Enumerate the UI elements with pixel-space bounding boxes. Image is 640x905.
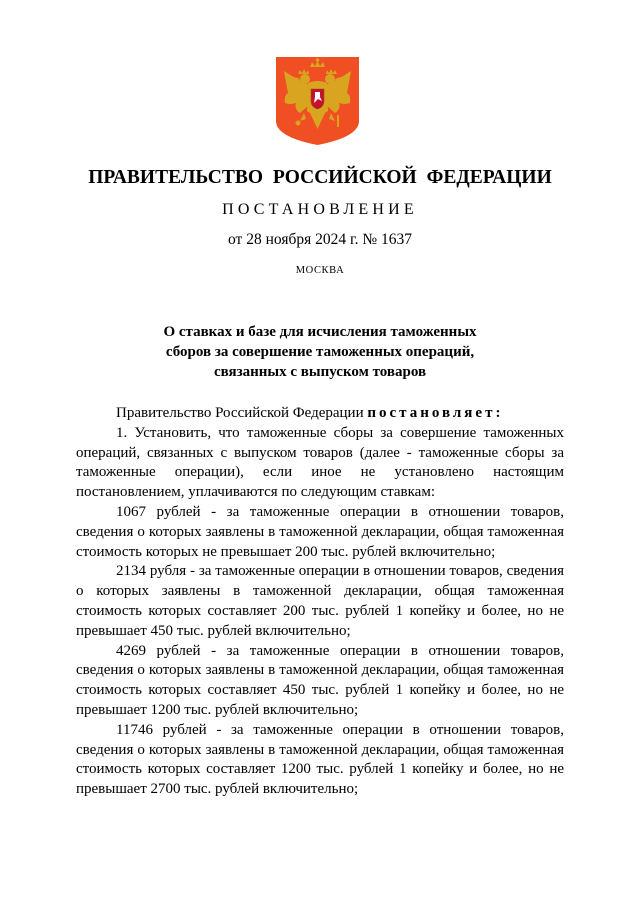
city-name: МОСКВА [295, 265, 345, 276]
intro-paragraph [76, 404, 564, 424]
body-paragraph: 2134 рубля - за таможенные операции в отношении товаров, сведения о которых заявлены в таможенной декларации, общая таможенная стоимость которых составляет 200 тыс. рублей 1 копейку и более, но не превышает 450 тыс. рублей включительно; [76, 563, 564, 639]
document-title [100, 322, 540, 382]
intro-text: Правительство Российской Федерации [116, 405, 368, 421]
body-paragraph: 11746 рублей - за таможенные операции в отношении товаров, сведения о которых заявлены в таможенной декларации, общая таможенная стоимость которых составляет 1200 тыс. рублей 1 копейку и более, но не превышает 2700 тыс. рублей включительно; [76, 721, 564, 798]
government-name: ПРАВИТЕЛЬСТВО РОССИЙСКОЙ ФЕДЕРАЦИИ [88, 167, 552, 188]
body-paragraph: 1067 рублей - за таможенные операции в отношении товаров, сведения о которых заявлены в таможенной декларации, общая таможенная стоимость которых не превышает 200 тыс. рублей включительно; [76, 503, 564, 560]
body-paragraph: 1. Установить, что таможенные сборы за совершение таможенных операций, связанных с выпуском товаров (далее - таможенные сборы за таможенные операции), если иное не установлено настоящим постановлением, уплачиваются по следующим ставкам: [76, 424, 564, 501]
decree-date-number: от 28 ноября 2024 г. № 1637 [228, 231, 412, 248]
document-body [76, 404, 564, 800]
russian-coat-of-arms-icon [276, 57, 359, 145]
document-type: ПОСТАНОВЛЕНИЕ [222, 201, 418, 218]
title-line: связанных с выпуском товаров [213, 364, 427, 380]
title-line: сборов за совершение таможенных операций, [165, 344, 475, 360]
body-paragraph: 4269 рублей - за таможенные операции в отношении товаров, сведения о которых заявлены в таможенной декларации, общая таможенная стоимость которых составляет 450 тыс. рублей 1 копейку и более, но не превышает 1200 тыс. рублей включительно; [76, 642, 564, 718]
decree-word: постановляет: [367, 405, 504, 421]
title-line: О ставках и базе для исчисления таможенных [163, 324, 477, 340]
